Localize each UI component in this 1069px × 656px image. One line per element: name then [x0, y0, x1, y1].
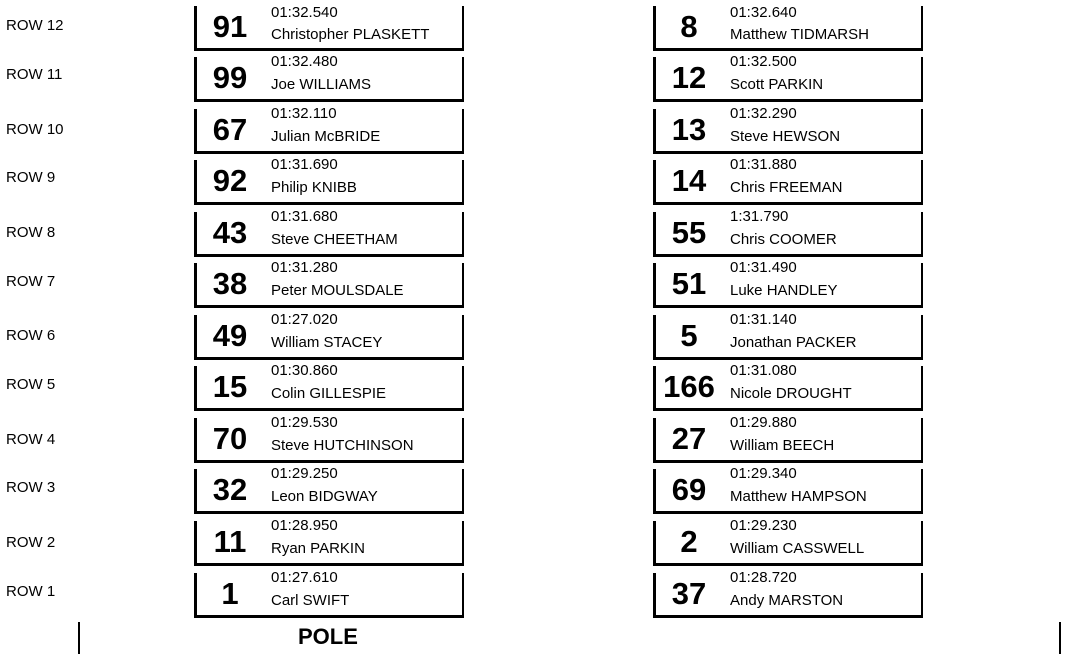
car-number: 32: [212, 472, 248, 507]
grid-slot-right: [653, 259, 923, 308]
car-number: 51: [671, 266, 707, 301]
driver-name: Steve HEWSON: [730, 128, 841, 145]
car-number: 49: [212, 318, 248, 353]
lap-time: 01:32.640: [730, 4, 797, 21]
driver-name: Luke HANDLEY: [730, 282, 838, 299]
driver-name: Andy MARSTON: [730, 592, 844, 609]
car-number: 14: [671, 163, 707, 198]
lap-time: 01:28.720: [730, 569, 797, 586]
grid-slot-right: [653, 208, 923, 257]
driver-name: Philip KNIBB: [271, 179, 357, 196]
lap-time: 01:31.680: [271, 208, 338, 225]
car-number: 166: [663, 369, 715, 404]
car-number: 99: [212, 60, 248, 95]
car-number: 27: [671, 421, 707, 456]
grid-slot-left: [194, 6, 464, 51]
grid-slot-right: [653, 6, 923, 51]
lap-time: 01:32.540: [271, 4, 338, 21]
row-label: ROW 3: [6, 479, 56, 496]
grid-slot-left: [194, 156, 464, 205]
lap-time: 01:29.340: [730, 465, 797, 482]
lap-time: 01:31.490: [730, 259, 797, 276]
grid-slot-left: [194, 53, 464, 102]
lap-time: 01:27.610: [271, 569, 338, 586]
lap-time: 01:31.690: [271, 156, 338, 173]
car-number: 8: [680, 9, 698, 44]
lap-time: 01:31.080: [730, 362, 797, 379]
grid-slot-right: [653, 362, 923, 411]
lap-time: 01:29.250: [271, 465, 338, 482]
car-number: 15: [212, 369, 248, 404]
row-label: ROW 1: [6, 583, 56, 600]
grid-slot-right: [653, 311, 923, 360]
lap-time: 01:32.110: [271, 105, 337, 122]
grid-slot-left: [194, 569, 464, 618]
car-number: 55: [671, 215, 707, 250]
lap-time: 01:29.530: [271, 414, 338, 431]
lap-time: 01:32.500: [730, 53, 797, 70]
driver-name: Leon BIDGWAY: [271, 488, 378, 505]
car-number: 12: [671, 60, 707, 95]
driver-name: Ryan PARKIN: [271, 540, 365, 557]
divider-line-right: [1059, 622, 1061, 654]
row-label: ROW 12: [6, 17, 64, 34]
driver-name: Steve CHEETHAM: [271, 231, 398, 248]
grid-slot-right: [653, 156, 923, 205]
row-label: ROW 7: [6, 273, 56, 290]
driver-name: William CASSWELL: [730, 540, 865, 557]
driver-name: Peter MOULSDALE: [271, 282, 404, 299]
driver-name: William BEECH: [730, 437, 835, 454]
row-label: ROW 5: [6, 376, 56, 393]
car-number: 91: [212, 9, 248, 44]
driver-name: Steve HUTCHINSON: [271, 437, 414, 454]
pole-label: POLE: [298, 624, 358, 649]
lap-time: 01:32.480: [271, 53, 338, 70]
grid-slot-left: [194, 311, 464, 360]
driver-name: Colin GILLESPIE: [271, 385, 387, 402]
lap-time: 01:28.950: [271, 517, 338, 534]
car-number: 37: [671, 576, 707, 611]
car-number: 2: [680, 524, 698, 559]
row-label: ROW 8: [6, 224, 56, 241]
driver-name: Matthew TIDMARSH: [730, 26, 869, 43]
car-number: 69: [671, 472, 707, 507]
lap-time: 01:31.140: [730, 311, 797, 328]
driver-name: Carl SWIFT: [271, 592, 350, 609]
grid-slot-right: [653, 569, 923, 618]
car-number: 92: [212, 163, 248, 198]
car-number: 67: [212, 112, 248, 147]
row-label: ROW 6: [6, 327, 56, 344]
grid-slot-left: [194, 208, 464, 257]
car-number: 5: [680, 318, 698, 353]
row-label: ROW 4: [6, 431, 56, 448]
car-number: 70: [212, 421, 248, 456]
driver-name: Matthew HAMPSON: [730, 488, 867, 505]
car-number: 38: [212, 266, 248, 301]
lap-time: 01:30.860: [271, 362, 338, 379]
grid-slot-left: [194, 465, 464, 514]
driver-name: Chris FREEMAN: [730, 179, 843, 196]
grid-slot-left: [194, 259, 464, 308]
grid-slot-right: [653, 465, 923, 514]
grid-slot-left: [194, 517, 464, 566]
divider-line-left: [78, 622, 80, 654]
grid-slot-left: [194, 105, 464, 154]
driver-name: Joe WILLIAMS: [271, 76, 372, 93]
grid-slot-right: [653, 517, 923, 566]
grid-slot-left: [194, 362, 464, 411]
row-label: ROW 11: [6, 66, 63, 83]
driver-name: Jonathan PACKER: [730, 334, 857, 351]
car-number: 13: [671, 112, 707, 147]
grid-slot-left: [194, 414, 464, 463]
driver-name: Chris COOMER: [730, 231, 837, 248]
driver-name: Nicole DROUGHT: [730, 385, 852, 402]
lap-time: 01:29.230: [730, 517, 797, 534]
lap-time: 01:32.290: [730, 105, 797, 122]
driver-name: Julian McBRIDE: [271, 128, 381, 145]
grid-slot-right: [653, 414, 923, 463]
driver-name: Christopher PLASKETT: [271, 26, 430, 43]
lap-time: 01:31.280: [271, 259, 338, 276]
grid-slot-right: [653, 53, 923, 102]
car-number: 43: [212, 215, 248, 250]
lap-time: 1:31.790: [730, 208, 789, 225]
lap-time: 01:31.880: [730, 156, 797, 173]
row-label: ROW 9: [6, 169, 56, 186]
row-label: ROW 2: [6, 534, 56, 551]
grid-slot-right: [653, 105, 923, 154]
driver-name: Scott PARKIN: [730, 76, 824, 93]
driver-name: William STACEY: [271, 334, 383, 351]
car-number: 11: [213, 524, 247, 559]
car-number: 1: [221, 576, 239, 611]
lap-time: 01:27.020: [271, 311, 338, 328]
row-label: ROW 10: [6, 121, 64, 138]
lap-time: 01:29.880: [730, 414, 797, 431]
